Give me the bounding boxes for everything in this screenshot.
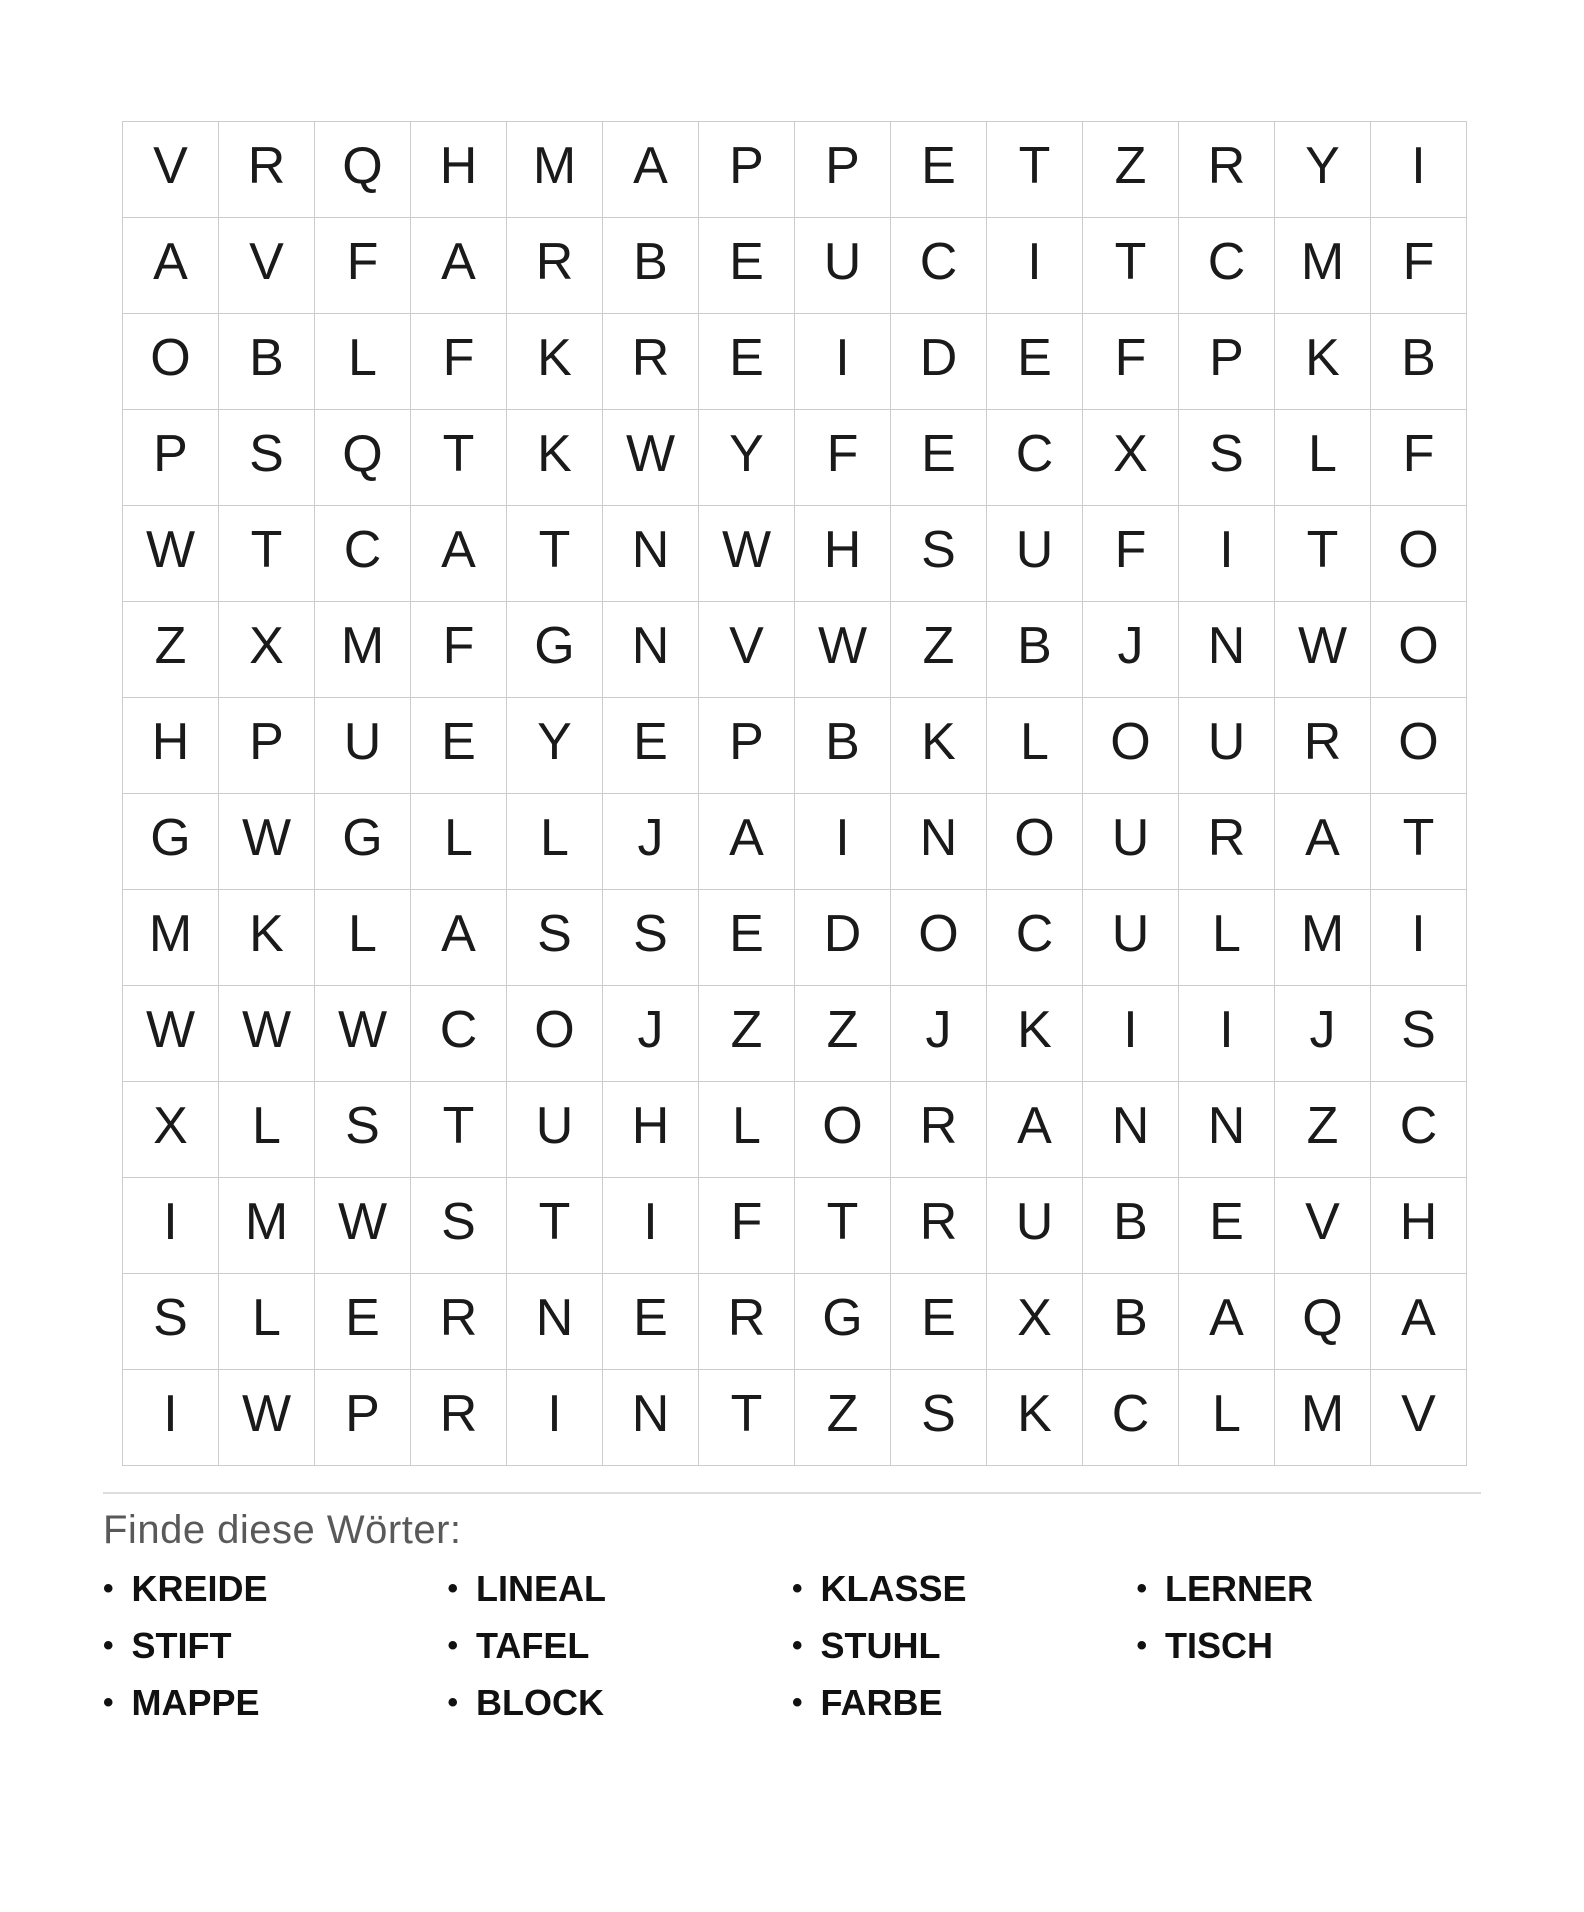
- grid-cell[interactable]: B: [795, 698, 891, 794]
- grid-cell[interactable]: P: [795, 122, 891, 218]
- grid-cell[interactable]: L: [699, 1082, 795, 1178]
- grid-cell[interactable]: S: [411, 1178, 507, 1274]
- grid-cell[interactable]: I: [795, 314, 891, 410]
- grid-cell[interactable]: R: [219, 122, 315, 218]
- grid-cell[interactable]: R: [699, 1274, 795, 1370]
- section-divider: [103, 1492, 1481, 1494]
- grid-cell[interactable]: O: [1371, 602, 1467, 698]
- grid-cell[interactable]: E: [987, 314, 1083, 410]
- grid-cell[interactable]: I: [1371, 122, 1467, 218]
- word-search-grid: [122, 121, 1467, 1466]
- grid-cell[interactable]: L: [315, 314, 411, 410]
- bullet-icon: •: [792, 1685, 803, 1719]
- word-label: STIFT: [131, 1624, 232, 1666]
- grid-cell[interactable]: Q: [315, 122, 411, 218]
- grid-cell[interactable]: L: [1179, 1370, 1275, 1466]
- grid-cell[interactable]: Z: [795, 986, 891, 1082]
- grid-cell[interactable]: I: [795, 794, 891, 890]
- grid-cell[interactable]: S: [507, 890, 603, 986]
- grid-cell[interactable]: C: [891, 218, 987, 314]
- grid-cell[interactable]: U: [1083, 890, 1179, 986]
- grid-cell[interactable]: U: [795, 218, 891, 314]
- grid-cell[interactable]: A: [987, 1082, 1083, 1178]
- grid-cell[interactable]: S: [1179, 410, 1275, 506]
- grid-cell[interactable]: X: [1083, 410, 1179, 506]
- grid-cell[interactable]: J: [1083, 602, 1179, 698]
- grid-cell[interactable]: U: [1083, 794, 1179, 890]
- grid-cell[interactable]: K: [987, 986, 1083, 1082]
- word-label: LINEAL: [476, 1567, 607, 1609]
- grid-cell[interactable]: H: [795, 506, 891, 602]
- grid-cell[interactable]: E: [891, 410, 987, 506]
- grid-cell[interactable]: N: [1083, 1082, 1179, 1178]
- grid-cell[interactable]: R: [891, 1082, 987, 1178]
- grid-cell[interactable]: E: [891, 122, 987, 218]
- grid-cell[interactable]: C: [1179, 218, 1275, 314]
- grid-cell[interactable]: I: [603, 1178, 699, 1274]
- grid-cell[interactable]: L: [1179, 890, 1275, 986]
- grid-cell[interactable]: V: [1371, 1370, 1467, 1466]
- grid-cell[interactable]: O: [1371, 506, 1467, 602]
- bullet-icon: •: [447, 1685, 459, 1719]
- grid-cell[interactable]: B: [603, 218, 699, 314]
- grid-cell[interactable]: G: [795, 1274, 891, 1370]
- grid-cell[interactable]: A: [411, 506, 507, 602]
- bullet-icon: •: [1136, 1571, 1148, 1605]
- grid-cell[interactable]: T: [1083, 218, 1179, 314]
- grid-cell[interactable]: B: [219, 314, 315, 410]
- grid-cell[interactable]: Z: [1275, 1082, 1371, 1178]
- grid-cell[interactable]: L: [315, 890, 411, 986]
- grid-cell[interactable]: L: [219, 1274, 315, 1370]
- grid-cell[interactable]: R: [507, 218, 603, 314]
- grid-cell[interactable]: S: [603, 890, 699, 986]
- grid-cell[interactable]: L: [507, 794, 603, 890]
- grid-cell[interactable]: P: [219, 698, 315, 794]
- bullet-icon: •: [1136, 1628, 1148, 1662]
- grid-cell[interactable]: X: [219, 602, 315, 698]
- grid-cell[interactable]: R: [891, 1178, 987, 1274]
- grid-cell[interactable]: V: [123, 122, 219, 218]
- word-list-item: [792, 1674, 1137, 1731]
- grid-cell[interactable]: G: [123, 794, 219, 890]
- word-list-item: [448, 1560, 793, 1617]
- word-label: STUHL: [820, 1624, 941, 1666]
- word-list-column: [1137, 1560, 1482, 1731]
- word-list-item: [103, 1560, 448, 1617]
- grid-cell[interactable]: B: [1371, 314, 1467, 410]
- grid-cell[interactable]: B: [987, 602, 1083, 698]
- grid-cell[interactable]: F: [1371, 410, 1467, 506]
- grid-cell[interactable]: R: [1179, 794, 1275, 890]
- grid-cell[interactable]: G: [315, 794, 411, 890]
- grid-cell[interactable]: S: [1371, 986, 1467, 1082]
- word-label: LERNER: [1165, 1567, 1314, 1609]
- grid-cell[interactable]: W: [219, 986, 315, 1082]
- word-list-column: [448, 1560, 793, 1731]
- bullet-icon: •: [447, 1628, 459, 1662]
- grid-cell[interactable]: S: [219, 410, 315, 506]
- word-label: TISCH: [1165, 1624, 1274, 1666]
- grid-cell[interactable]: Q: [315, 410, 411, 506]
- grid-cell[interactable]: U: [315, 698, 411, 794]
- grid-cell[interactable]: T: [795, 1178, 891, 1274]
- grid-cell[interactable]: O: [123, 314, 219, 410]
- grid-cell[interactable]: R: [411, 1274, 507, 1370]
- grid-cell[interactable]: M: [1275, 890, 1371, 986]
- grid-cell[interactable]: A: [411, 218, 507, 314]
- word-list-item: [1137, 1617, 1482, 1674]
- grid-cell[interactable]: K: [1275, 314, 1371, 410]
- grid-cell[interactable]: T: [411, 410, 507, 506]
- word-list-item: [103, 1617, 448, 1674]
- grid-cell[interactable]: T: [507, 1178, 603, 1274]
- bullet-icon: •: [447, 1571, 459, 1605]
- grid-cell[interactable]: W: [123, 986, 219, 1082]
- grid-cell[interactable]: T: [987, 122, 1083, 218]
- grid-cell[interactable]: H: [1371, 1178, 1467, 1274]
- grid-cell[interactable]: I: [987, 218, 1083, 314]
- bullet-icon: •: [103, 1628, 114, 1662]
- grid-cell[interactable]: F: [1083, 506, 1179, 602]
- grid-cell[interactable]: T: [507, 506, 603, 602]
- grid-cell[interactable]: M: [123, 890, 219, 986]
- grid-cell[interactable]: A: [1179, 1274, 1275, 1370]
- word-label: KLASSE: [820, 1567, 967, 1609]
- grid-cell[interactable]: L: [219, 1082, 315, 1178]
- grid-cell[interactable]: M: [219, 1178, 315, 1274]
- grid-cell[interactable]: I: [507, 1370, 603, 1466]
- grid-cell[interactable]: M: [315, 602, 411, 698]
- grid-cell[interactable]: P: [699, 122, 795, 218]
- grid-cell[interactable]: O: [891, 890, 987, 986]
- grid-cell[interactable]: I: [1083, 986, 1179, 1082]
- word-list-heading: Finde diese Wörter:: [103, 1508, 462, 1552]
- grid-cell[interactable]: F: [411, 602, 507, 698]
- grid-cell[interactable]: W: [699, 506, 795, 602]
- grid-cell[interactable]: T: [219, 506, 315, 602]
- word-list-item: [1137, 1560, 1482, 1617]
- grid-cell[interactable]: I: [123, 1178, 219, 1274]
- grid-cell[interactable]: X: [987, 1274, 1083, 1370]
- grid-cell[interactable]: I: [1179, 506, 1275, 602]
- grid-cell[interactable]: F: [1083, 314, 1179, 410]
- grid-cell[interactable]: M: [507, 122, 603, 218]
- grid-cell[interactable]: S: [123, 1274, 219, 1370]
- grid-cell[interactable]: U: [507, 1082, 603, 1178]
- grid-cell[interactable]: W: [1275, 602, 1371, 698]
- word-list: [103, 1560, 1481, 1731]
- grid-cell[interactable]: A: [1275, 794, 1371, 890]
- grid-cell[interactable]: N: [891, 794, 987, 890]
- grid-cell[interactable]: N: [603, 602, 699, 698]
- grid-cell[interactable]: J: [603, 794, 699, 890]
- grid-cell[interactable]: O: [1371, 698, 1467, 794]
- grid-cell[interactable]: A: [123, 218, 219, 314]
- grid-cell[interactable]: H: [411, 122, 507, 218]
- word-list-item: [792, 1560, 1137, 1617]
- grid-cell[interactable]: Z: [699, 986, 795, 1082]
- grid-cell[interactable]: V: [219, 218, 315, 314]
- grid-cell[interactable]: E: [603, 1274, 699, 1370]
- bullet-icon: •: [103, 1685, 114, 1719]
- bullet-icon: •: [103, 1571, 114, 1605]
- grid-cell[interactable]: C: [987, 410, 1083, 506]
- grid-cell[interactable]: M: [1275, 218, 1371, 314]
- grid-cell[interactable]: C: [987, 890, 1083, 986]
- grid-cell[interactable]: W: [219, 1370, 315, 1466]
- grid-cell[interactable]: J: [1275, 986, 1371, 1082]
- grid-cell[interactable]: L: [1275, 410, 1371, 506]
- word-label: MAPPE: [131, 1681, 260, 1723]
- grid-cell[interactable]: L: [987, 698, 1083, 794]
- grid-cell[interactable]: Z: [795, 1370, 891, 1466]
- grid-cell[interactable]: G: [507, 602, 603, 698]
- grid-cell[interactable]: F: [1371, 218, 1467, 314]
- grid-cell[interactable]: P: [1179, 314, 1275, 410]
- grid-cell[interactable]: B: [1083, 1274, 1179, 1370]
- grid-cell[interactable]: H: [123, 698, 219, 794]
- grid-cell[interactable]: W: [315, 986, 411, 1082]
- grid-cell[interactable]: P: [699, 698, 795, 794]
- word-label: KREIDE: [131, 1567, 268, 1609]
- grid-cell[interactable]: C: [411, 986, 507, 1082]
- grid-cell[interactable]: O: [795, 1082, 891, 1178]
- word-label: FARBE: [820, 1681, 943, 1723]
- grid-cell[interactable]: I: [123, 1370, 219, 1466]
- grid-cell[interactable]: R: [1275, 698, 1371, 794]
- grid-cell[interactable]: H: [603, 1082, 699, 1178]
- grid-cell[interactable]: U: [1179, 698, 1275, 794]
- grid-cell[interactable]: F: [315, 218, 411, 314]
- grid-cell[interactable]: A: [699, 794, 795, 890]
- grid-cell[interactable]: F: [699, 1178, 795, 1274]
- grid-cell[interactable]: E: [699, 218, 795, 314]
- grid-cell[interactable]: E: [699, 314, 795, 410]
- grid-cell[interactable]: M: [1275, 1370, 1371, 1466]
- grid-cell[interactable]: N: [603, 506, 699, 602]
- grid-cell[interactable]: E: [1179, 1178, 1275, 1274]
- grid-cell[interactable]: S: [891, 506, 987, 602]
- word-list-column: [792, 1560, 1137, 1731]
- grid-cell[interactable]: K: [987, 1370, 1083, 1466]
- grid-cell[interactable]: W: [795, 602, 891, 698]
- grid-cell[interactable]: T: [411, 1082, 507, 1178]
- grid-cell[interactable]: E: [699, 890, 795, 986]
- grid-cell[interactable]: I: [1179, 986, 1275, 1082]
- grid-cell[interactable]: K: [219, 890, 315, 986]
- grid-cell[interactable]: P: [315, 1370, 411, 1466]
- grid-cell[interactable]: Y: [1275, 122, 1371, 218]
- grid-cell[interactable]: W: [123, 506, 219, 602]
- word-label: TAFEL: [476, 1624, 590, 1666]
- grid-cell[interactable]: F: [795, 410, 891, 506]
- grid-cell[interactable]: Z: [123, 602, 219, 698]
- grid-cell[interactable]: Z: [891, 602, 987, 698]
- word-label: BLOCK: [476, 1681, 605, 1723]
- grid-cell[interactable]: A: [1371, 1274, 1467, 1370]
- grid-cell[interactable]: E: [411, 698, 507, 794]
- grid-cell[interactable]: R: [1179, 122, 1275, 218]
- grid-cell[interactable]: D: [795, 890, 891, 986]
- bullet-icon: •: [792, 1571, 803, 1605]
- bullet-icon: •: [792, 1628, 803, 1662]
- grid-cell[interactable]: J: [603, 986, 699, 1082]
- grid-cell[interactable]: K: [507, 410, 603, 506]
- grid-cell[interactable]: K: [891, 698, 987, 794]
- grid-cell[interactable]: V: [699, 602, 795, 698]
- word-list-column: [103, 1560, 448, 1731]
- grid-cell[interactable]: N: [507, 1274, 603, 1370]
- word-list-item: [448, 1674, 793, 1731]
- grid-cell[interactable]: X: [123, 1082, 219, 1178]
- grid-cell[interactable]: V: [1275, 1178, 1371, 1274]
- grid-cell[interactable]: O: [1083, 698, 1179, 794]
- grid-cell[interactable]: L: [411, 794, 507, 890]
- grid-cell[interactable]: Q: [1275, 1274, 1371, 1370]
- grid-cell[interactable]: S: [315, 1082, 411, 1178]
- grid-cell[interactable]: N: [1179, 1082, 1275, 1178]
- grid-cell[interactable]: S: [891, 1370, 987, 1466]
- grid-cell[interactable]: O: [987, 794, 1083, 890]
- grid-cell[interactable]: W: [603, 410, 699, 506]
- grid-cell[interactable]: Z: [1083, 122, 1179, 218]
- grid-cell[interactable]: B: [1083, 1178, 1179, 1274]
- grid-cell[interactable]: Y: [699, 410, 795, 506]
- grid-cell[interactable]: T: [699, 1370, 795, 1466]
- grid-cell[interactable]: E: [603, 698, 699, 794]
- grid-cell[interactable]: K: [507, 314, 603, 410]
- grid-cell[interactable]: O: [507, 986, 603, 1082]
- grid-cell[interactable]: T: [1371, 794, 1467, 890]
- grid-cell[interactable]: F: [411, 314, 507, 410]
- grid-cell[interactable]: R: [411, 1370, 507, 1466]
- grid-cell[interactable]: W: [219, 794, 315, 890]
- grid-cell[interactable]: C: [1083, 1370, 1179, 1466]
- grid-cell[interactable]: R: [603, 314, 699, 410]
- word-list-item: [792, 1617, 1137, 1674]
- grid-cell[interactable]: J: [891, 986, 987, 1082]
- grid-cell[interactable]: Y: [507, 698, 603, 794]
- grid-cell[interactable]: A: [603, 122, 699, 218]
- grid-cell[interactable]: N: [603, 1370, 699, 1466]
- grid-cell[interactable]: U: [987, 506, 1083, 602]
- grid-cell[interactable]: D: [891, 314, 987, 410]
- grid-cell[interactable]: E: [315, 1274, 411, 1370]
- grid-cell[interactable]: U: [987, 1178, 1083, 1274]
- grid-cell[interactable]: C: [1371, 1082, 1467, 1178]
- grid-cell[interactable]: E: [891, 1274, 987, 1370]
- grid-cell[interactable]: C: [315, 506, 411, 602]
- word-list-item: [448, 1617, 793, 1674]
- grid-cell[interactable]: I: [1371, 890, 1467, 986]
- grid-cell[interactable]: T: [1275, 506, 1371, 602]
- grid-cell[interactable]: W: [315, 1178, 411, 1274]
- grid-cell[interactable]: N: [1179, 602, 1275, 698]
- grid-cell[interactable]: A: [411, 890, 507, 986]
- grid-cell[interactable]: P: [123, 410, 219, 506]
- word-list-item: [103, 1674, 448, 1731]
